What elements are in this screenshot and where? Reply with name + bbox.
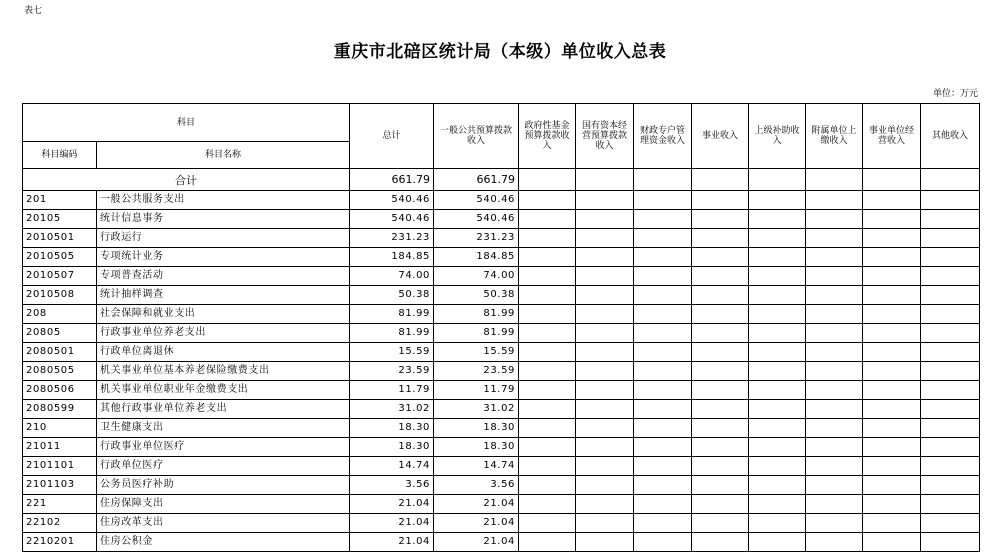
subject-name: 一般公共服务支出 — [97, 191, 350, 210]
empty-cell — [806, 514, 863, 533]
empty-cell — [692, 514, 749, 533]
empty-cell — [692, 343, 749, 362]
empty-cell — [806, 476, 863, 495]
empty-cell — [634, 457, 692, 476]
empty-cell — [634, 324, 692, 343]
empty-cell — [921, 324, 980, 343]
subject-name: 机关事业单位基本养老保险缴费支出 — [97, 362, 350, 381]
empty-cell — [692, 457, 749, 476]
empty-cell — [806, 533, 863, 552]
total-general-budget: 661.79 — [434, 169, 519, 191]
empty-cell — [519, 305, 576, 324]
empty-cell — [692, 419, 749, 438]
empty-cell — [921, 495, 980, 514]
subject-name: 行政事业单位养老支出 — [97, 324, 350, 343]
empty-cell — [806, 286, 863, 305]
empty-cell — [921, 210, 980, 229]
header-subject-name: 科目名称 — [97, 142, 350, 169]
empty-cell — [749, 400, 806, 419]
subject-code: 2010507 — [23, 267, 97, 286]
row-total: 18.30 — [350, 438, 434, 457]
empty-cell — [749, 438, 806, 457]
row-total: 23.59 — [350, 362, 434, 381]
row-total: 11.79 — [350, 381, 434, 400]
subject-code: 2010505 — [23, 248, 97, 267]
empty-cell — [634, 305, 692, 324]
empty-cell — [692, 210, 749, 229]
subject-name: 社会保障和就业支出 — [97, 305, 350, 324]
header-fiscal-special: 财政专户管理资金收入 — [634, 104, 692, 169]
row-general-budget: 15.59 — [434, 343, 519, 362]
table-row — [23, 267, 980, 286]
empty-cell — [519, 210, 576, 229]
empty-cell — [863, 495, 921, 514]
header-subject-code: 科目编码 — [23, 142, 97, 169]
header-general-budget: 一般公共预算拨款收入 — [434, 104, 519, 169]
row-general-budget: 18.30 — [434, 438, 519, 457]
subject-code: 21011 — [23, 438, 97, 457]
empty-cell — [576, 191, 634, 210]
empty-cell — [692, 495, 749, 514]
empty-cell — [921, 457, 980, 476]
header-subject: 科目 — [23, 104, 350, 142]
empty-cell — [749, 343, 806, 362]
page-title: 重庆市北碚区统计局（本级）单位收入总表 — [333, 42, 667, 62]
table-row — [23, 476, 980, 495]
empty-cell — [863, 476, 921, 495]
row-total: 74.00 — [350, 267, 434, 286]
empty-cell — [519, 495, 576, 514]
row-general-budget: 81.99 — [434, 324, 519, 343]
subject-code: 2210201 — [23, 533, 97, 552]
empty-cell — [634, 286, 692, 305]
subject-name: 其他行政事业单位养老支出 — [97, 400, 350, 419]
table-row — [23, 229, 980, 248]
subject-name: 专项普查活动 — [97, 267, 350, 286]
empty-cell — [863, 362, 921, 381]
empty-cell — [863, 533, 921, 552]
empty-cell — [921, 400, 980, 419]
subject-code: 2080501 — [23, 343, 97, 362]
empty-cell — [634, 191, 692, 210]
empty-cell — [921, 286, 980, 305]
header-superior-subsidy: 上级补助收入 — [749, 104, 806, 169]
empty-cell — [749, 419, 806, 438]
empty-cell — [692, 286, 749, 305]
subject-name: 公务员医疗补助 — [97, 476, 350, 495]
row-general-budget: 540.46 — [434, 210, 519, 229]
empty-cell — [634, 476, 692, 495]
row-total: 81.99 — [350, 305, 434, 324]
subject-code: 2010508 — [23, 286, 97, 305]
subject-code: 20805 — [23, 324, 97, 343]
empty-cell — [692, 438, 749, 457]
subject-code: 2080505 — [23, 362, 97, 381]
table-row — [23, 533, 980, 552]
subject-name: 住房保障支出 — [97, 495, 350, 514]
empty-cell — [806, 400, 863, 419]
subject-code: 2080599 — [23, 400, 97, 419]
row-total: 18.30 — [350, 419, 434, 438]
table-row — [23, 457, 980, 476]
empty-cell — [863, 229, 921, 248]
empty-cell — [576, 514, 634, 533]
empty-cell — [576, 324, 634, 343]
empty-cell — [576, 495, 634, 514]
empty-cell — [749, 286, 806, 305]
empty-cell — [863, 267, 921, 286]
header-other: 其他收入 — [921, 104, 980, 169]
empty-cell — [692, 267, 749, 286]
table-row — [23, 286, 980, 305]
subject-code: 2101103 — [23, 476, 97, 495]
empty-cell — [692, 400, 749, 419]
empty-cell — [863, 457, 921, 476]
subject-name: 行政事业单位医疗 — [97, 438, 350, 457]
empty-cell — [863, 419, 921, 438]
header-affiliated: 附属单位上缴收入 — [806, 104, 863, 169]
table-row — [23, 381, 980, 400]
empty-cell — [806, 495, 863, 514]
row-general-budget: 74.00 — [434, 267, 519, 286]
empty-cell — [806, 324, 863, 343]
row-total: 81.99 — [350, 324, 434, 343]
empty-cell — [863, 514, 921, 533]
row-general-budget: 11.79 — [434, 381, 519, 400]
empty-cell — [519, 286, 576, 305]
row-total: 21.04 — [350, 495, 434, 514]
row-total: 3.56 — [350, 476, 434, 495]
empty-cell — [634, 248, 692, 267]
empty-cell — [692, 476, 749, 495]
subject-code: 221 — [23, 495, 97, 514]
table-row — [23, 343, 980, 362]
empty-cell — [519, 324, 576, 343]
header-operating: 事业单位经营收入 — [863, 104, 921, 169]
empty-cell — [576, 286, 634, 305]
empty-cell — [863, 400, 921, 419]
empty-cell — [806, 381, 863, 400]
empty-cell — [576, 210, 634, 229]
empty-cell — [806, 457, 863, 476]
empty-cell — [749, 362, 806, 381]
subject-code: 201 — [23, 191, 97, 210]
empty-cell — [749, 381, 806, 400]
subject-name: 机关事业单位职业年金缴费支出 — [97, 381, 350, 400]
subject-name: 统计抽样调查 — [97, 286, 350, 305]
subject-name: 行政单位离退休 — [97, 343, 350, 362]
empty-cell — [806, 305, 863, 324]
empty-cell — [863, 210, 921, 229]
row-total: 184.85 — [350, 248, 434, 267]
row-general-budget: 231.23 — [434, 229, 519, 248]
empty-cell — [692, 362, 749, 381]
income-summary-table — [22, 103, 980, 552]
empty-cell — [863, 191, 921, 210]
header-total: 总计 — [350, 104, 434, 169]
table-row — [23, 514, 980, 533]
row-general-budget: 31.02 — [434, 400, 519, 419]
empty-cell — [921, 191, 980, 210]
empty-cell — [921, 476, 980, 495]
empty-cell — [749, 457, 806, 476]
row-total: 15.59 — [350, 343, 434, 362]
empty-cell — [806, 343, 863, 362]
subject-code: 208 — [23, 305, 97, 324]
empty-cell — [921, 438, 980, 457]
empty-cell — [519, 457, 576, 476]
row-general-budget: 81.99 — [434, 305, 519, 324]
empty-cell — [749, 324, 806, 343]
empty-cell — [921, 362, 980, 381]
empty-cell — [576, 419, 634, 438]
row-general-budget: 21.04 — [434, 495, 519, 514]
empty-cell — [921, 229, 980, 248]
subject-code: 20105 — [23, 210, 97, 229]
total-label: 合计 — [23, 169, 350, 191]
empty-cell — [692, 248, 749, 267]
row-general-budget: 184.85 — [434, 248, 519, 267]
empty-cell — [749, 267, 806, 286]
empty-cell — [576, 248, 634, 267]
row-general-budget: 14.74 — [434, 457, 519, 476]
table-number-label: 表七 — [24, 6, 43, 16]
subject-name: 住房改革支出 — [97, 514, 350, 533]
empty-cell — [634, 343, 692, 362]
row-general-budget: 3.56 — [434, 476, 519, 495]
row-general-budget: 21.04 — [434, 514, 519, 533]
row-total: 540.46 — [350, 210, 434, 229]
empty-cell — [576, 438, 634, 457]
empty-cell — [519, 248, 576, 267]
unit-label: 单位：万元 — [932, 89, 978, 99]
table-row — [23, 438, 980, 457]
empty-cell — [863, 343, 921, 362]
empty-cell — [519, 476, 576, 495]
empty-cell — [749, 514, 806, 533]
empty-cell — [921, 343, 980, 362]
empty-cell — [921, 419, 980, 438]
empty-cell — [863, 305, 921, 324]
empty-cell — [519, 343, 576, 362]
empty-cell — [576, 267, 634, 286]
empty-cell — [749, 495, 806, 514]
empty-cell — [692, 191, 749, 210]
empty-cell — [576, 400, 634, 419]
empty-cell — [749, 476, 806, 495]
row-general-budget: 18.30 — [434, 419, 519, 438]
empty-cell — [519, 419, 576, 438]
table-row — [23, 324, 980, 343]
empty-cell — [921, 267, 980, 286]
subject-code: 2010501 — [23, 229, 97, 248]
table-row — [23, 495, 980, 514]
empty-cell — [921, 248, 980, 267]
empty-cell — [863, 381, 921, 400]
empty-cell — [692, 533, 749, 552]
empty-cell — [634, 210, 692, 229]
empty-cell — [519, 191, 576, 210]
empty-cell — [806, 210, 863, 229]
empty-cell — [863, 248, 921, 267]
empty-cell — [749, 210, 806, 229]
empty-cell — [692, 305, 749, 324]
empty-cell — [749, 229, 806, 248]
table-row — [23, 191, 980, 210]
empty-cell — [519, 381, 576, 400]
empty-cell — [749, 191, 806, 210]
empty-cell — [749, 305, 806, 324]
empty-cell — [806, 438, 863, 457]
subject-name: 行政单位医疗 — [97, 457, 350, 476]
empty-cell — [634, 229, 692, 248]
empty-cell — [863, 438, 921, 457]
subject-name: 统计信息事务 — [97, 210, 350, 229]
subject-code: 22102 — [23, 514, 97, 533]
empty-cell — [806, 248, 863, 267]
empty-cell — [749, 533, 806, 552]
subject-name: 专项统计业务 — [97, 248, 350, 267]
empty-cell — [806, 191, 863, 210]
empty-cell — [921, 514, 980, 533]
row-total: 50.38 — [350, 286, 434, 305]
row-general-budget: 21.04 — [434, 533, 519, 552]
empty-cell — [634, 514, 692, 533]
row-total: 21.04 — [350, 533, 434, 552]
header-gov-fund: 政府性基金预算拨款收入 — [519, 104, 576, 169]
empty-cell — [634, 381, 692, 400]
table-row — [23, 362, 980, 381]
empty-cell — [519, 514, 576, 533]
empty-cell — [519, 229, 576, 248]
subject-name: 行政运行 — [97, 229, 350, 248]
empty-cell — [634, 362, 692, 381]
empty-cell — [634, 419, 692, 438]
empty-cell — [806, 229, 863, 248]
empty-cell — [519, 533, 576, 552]
empty-cell — [576, 476, 634, 495]
empty-cell — [692, 324, 749, 343]
empty-cell — [863, 324, 921, 343]
empty-cell — [634, 438, 692, 457]
row-total: 31.02 — [350, 400, 434, 419]
row-general-budget: 540.46 — [434, 191, 519, 210]
empty-cell — [806, 267, 863, 286]
empty-cell — [921, 381, 980, 400]
row-total: 14.74 — [350, 457, 434, 476]
empty-cell — [863, 286, 921, 305]
empty-cell — [634, 533, 692, 552]
table-row — [23, 210, 980, 229]
table-row — [23, 248, 980, 267]
header-state-capital: 国有资本经营预算拨款收入 — [576, 104, 634, 169]
empty-cell — [576, 381, 634, 400]
row-total: 21.04 — [350, 514, 434, 533]
empty-cell — [692, 229, 749, 248]
empty-cell — [749, 248, 806, 267]
subject-code: 2101101 — [23, 457, 97, 476]
subject-code: 2080506 — [23, 381, 97, 400]
empty-cell — [576, 362, 634, 381]
empty-cell — [634, 400, 692, 419]
subject-name: 卫生健康支出 — [97, 419, 350, 438]
empty-cell — [519, 438, 576, 457]
row-total: 231.23 — [350, 229, 434, 248]
empty-cell — [576, 305, 634, 324]
table-row — [23, 400, 980, 419]
total-row — [23, 169, 980, 191]
subject-name: 住房公积金 — [97, 533, 350, 552]
row-general-budget: 50.38 — [434, 286, 519, 305]
empty-cell — [576, 343, 634, 362]
empty-cell — [519, 362, 576, 381]
subject-code: 210 — [23, 419, 97, 438]
table-row — [23, 305, 980, 324]
empty-cell — [921, 533, 980, 552]
empty-cell — [921, 305, 980, 324]
header-business: 事业收入 — [692, 104, 749, 169]
row-total: 540.46 — [350, 191, 434, 210]
empty-cell — [576, 533, 634, 552]
table-row — [23, 419, 980, 438]
empty-cell — [634, 267, 692, 286]
row-general-budget: 23.59 — [434, 362, 519, 381]
empty-cell — [634, 495, 692, 514]
empty-cell — [576, 457, 634, 476]
empty-cell — [692, 381, 749, 400]
empty-cell — [519, 400, 576, 419]
empty-cell — [806, 419, 863, 438]
empty-cell — [806, 362, 863, 381]
empty-cell — [576, 229, 634, 248]
empty-cell — [519, 267, 576, 286]
total-amount: 661.79 — [350, 169, 434, 191]
